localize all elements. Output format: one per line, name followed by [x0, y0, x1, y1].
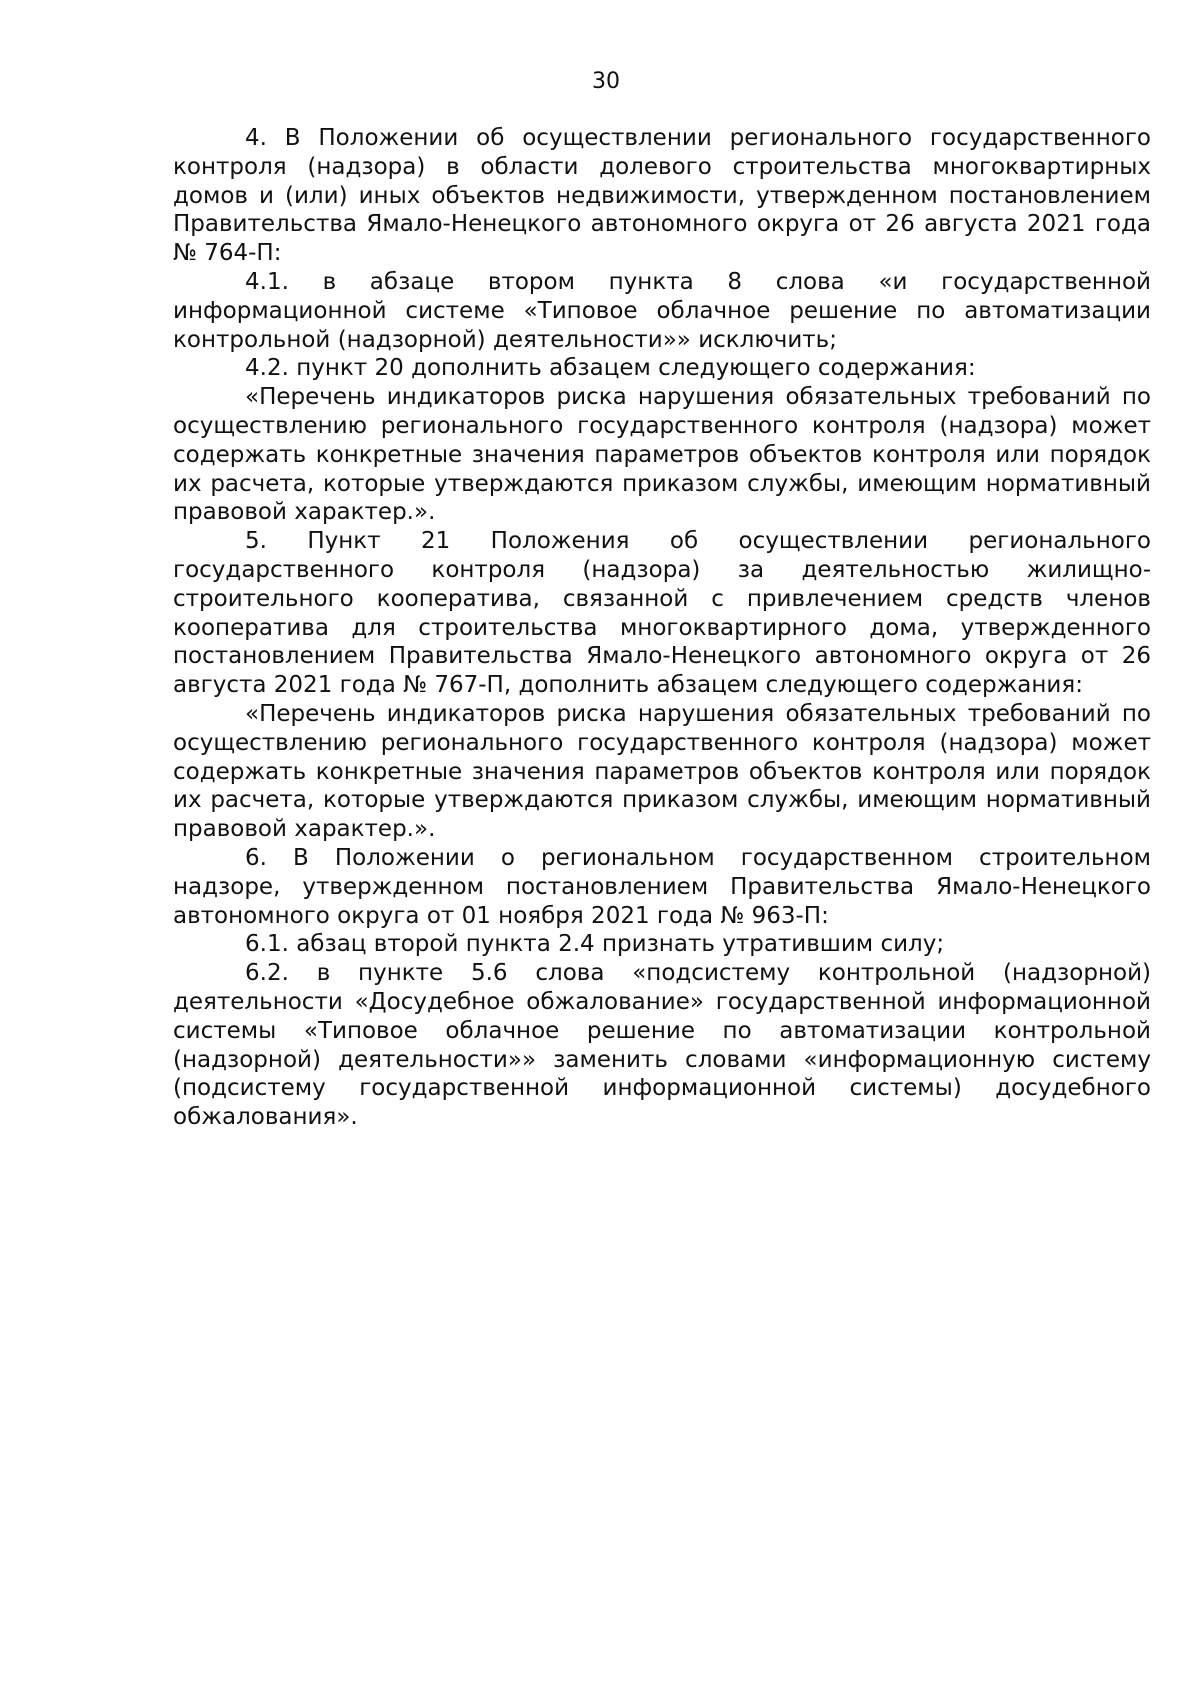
paragraph-4-1: 4.1. в абзаце втором пункта 8 слова «и государственной информационной системе «Типовое облачное решение по автоматизации контрольной (надзорной) деятельности»» исключить;	[173, 268, 1151, 353]
paragraph-4: 4. В Положении об осуществлении регионального государственного контроля (надзора) в области долевого строительства многоквартирных домов и (или) иных объектов недвижимости, утвержденном постановлением Правительства Ямало-Ненецкого автономного округа от 26 августа 2021 года № 764-П:	[173, 125, 1151, 267]
paragraph-4-2: 4.2. пункт 20 дополнить абзацем следующего содержания:	[245, 355, 976, 382]
paragraph-6: 6. В Положении о региональном государственном строительном надзоре, утвержденном постановлением Правительства Ямало-Ненецкого автономного округа от 01 ноября 2021 года № 963-П:	[173, 844, 1151, 929]
paragraph-6-1: 6.1. абзац второй пункта 2.4 признать утратившим силу;	[245, 931, 945, 958]
document-body	[173, 124, 1151, 1132]
paragraph-5-quote: «Перечень индикаторов риска нарушения обязательных требований по осуществлению регионального государственного контроля (надзора) может содержать конкретные значения параметров объектов контроля или порядок их расчета, которые утверждаются приказом службы, имеющим нормативный правовой характер.».	[173, 700, 1151, 843]
paragraph-4-2-quote: «Перечень индикаторов риска нарушения обязательных требований по осуществлению регионального государственного контроля (надзора) может содержать конкретные значения параметров объектов контроля или порядок их расчета, которые утверждаются приказом службы, имеющим нормативный правовой характер.».	[173, 384, 1151, 526]
paragraph-5: 5. Пункт 21 Положения об осуществлении регионального государственного контроля (надзора) за деятельностью жилищно-строительного кооператива, связанной с привлечением средств членов кооператива для строительства многоквартирного дома, утвержденного постановлением Правительства Ямало-Ненецкого автономного округа от 26 августа 2021 года № 767-П, дополнить абзацем следующего содержания:	[173, 528, 1151, 699]
paragraph-6-2: 6.2. в пункте 5.6 слова «подсистему контрольной (надзорной) деятельности «Досудебное обжалование» государственной информационной системы «Типовое облачное решение по автоматизации контрольной (надзорной) деятельности»» заменить словами «информационную систему (подсистему государственной информационной системы) досудебного обжалования».	[173, 960, 1151, 1131]
page-number: 30	[592, 69, 620, 94]
